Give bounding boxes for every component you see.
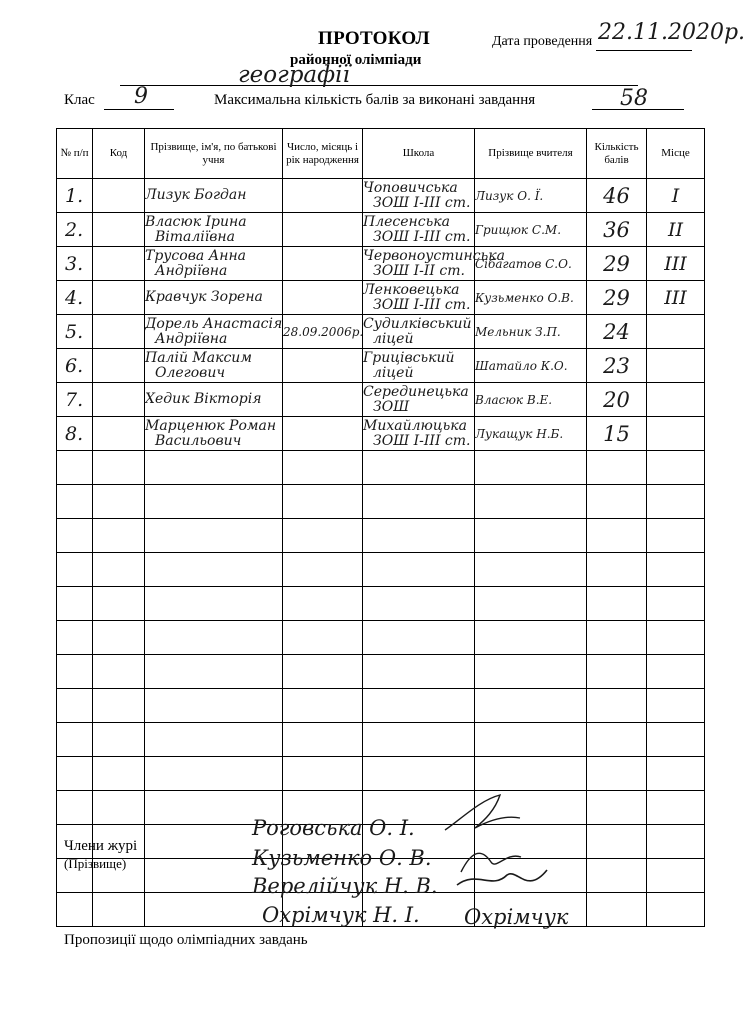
- row-score: [587, 859, 647, 893]
- row-code: [93, 621, 145, 655]
- row-teacher: Мельник З.П.: [475, 315, 587, 349]
- row-dob: [283, 281, 363, 315]
- row-teacher: Грищюк С.М.: [475, 213, 587, 247]
- table-row: [57, 621, 705, 655]
- table-row: [57, 383, 705, 417]
- row-num: [57, 723, 93, 757]
- header-code: Код: [93, 129, 145, 179]
- row-num: 2.: [57, 213, 93, 247]
- row-score: [587, 485, 647, 519]
- row-name: [145, 179, 283, 213]
- row-school: [363, 587, 475, 621]
- row-num: [57, 485, 93, 519]
- jury-signature-text: Охрімчук: [464, 905, 569, 929]
- row-dob: [283, 519, 363, 553]
- table-row: [57, 519, 705, 553]
- row-score: [587, 553, 647, 587]
- row-num: [57, 553, 93, 587]
- row-place: [647, 723, 705, 757]
- table-row: [57, 587, 705, 621]
- row-num: [57, 519, 93, 553]
- row-school: [363, 247, 505, 281]
- row-name: [145, 553, 283, 587]
- row-code: [93, 893, 145, 927]
- row-name: [145, 315, 283, 349]
- row-name-line2: Васильович: [155, 432, 242, 449]
- row-school-line2: ЗОШ І-ІІІ ст.: [373, 228, 471, 245]
- row-place: [647, 315, 705, 349]
- row-teacher: Власюк В.Е.: [475, 383, 587, 417]
- row-name-line2: Віталіївна: [155, 228, 235, 245]
- row-code: [93, 723, 145, 757]
- row-code: [93, 757, 145, 791]
- row-code: [93, 791, 145, 825]
- row-num: [57, 587, 93, 621]
- table-row: [57, 247, 705, 281]
- row-num: 3.: [57, 247, 93, 281]
- row-school: [363, 451, 475, 485]
- row-score: [587, 451, 647, 485]
- row-num: [57, 757, 93, 791]
- row-score: 20: [587, 383, 647, 417]
- row-teacher: [475, 655, 587, 689]
- row-num: [57, 655, 93, 689]
- row-name: [145, 689, 283, 723]
- row-num: [57, 451, 93, 485]
- row-teacher: [475, 587, 587, 621]
- row-score: [587, 689, 647, 723]
- row-name: [145, 587, 283, 621]
- row-dob: [283, 213, 363, 247]
- row-code: [93, 485, 145, 519]
- row-teacher: Кузьменко О.В.: [475, 281, 587, 315]
- row-teacher: Лизук О. Ї.: [475, 179, 587, 213]
- row-place: ІІІ: [647, 247, 705, 281]
- row-dob: [283, 553, 363, 587]
- row-score: 24: [587, 315, 647, 349]
- row-name-line1: Кравчук Зорена: [145, 289, 263, 305]
- header-name: Прізвище, ім'я, по батькові учня: [145, 129, 283, 179]
- row-place: [647, 791, 705, 825]
- max-score-value: 58: [620, 86, 648, 111]
- row-dob: [283, 247, 363, 281]
- table-row: [57, 281, 705, 315]
- row-teacher: [475, 553, 587, 587]
- row-place: [647, 893, 705, 927]
- row-code: [93, 451, 145, 485]
- row-school-line2: ліцей: [373, 330, 414, 347]
- row-school-line1: Плесенська: [363, 213, 450, 230]
- jury-member: Кузьменко О. В.: [252, 846, 432, 870]
- row-name: [145, 247, 283, 281]
- row-name: [145, 281, 283, 315]
- row-dob: [283, 383, 363, 417]
- row-name-line1: Палій Максим: [145, 349, 252, 366]
- row-score: [587, 757, 647, 791]
- row-name: [145, 349, 283, 383]
- signature-icon: [440, 790, 530, 840]
- row-name: [145, 723, 283, 757]
- header-school: Школа: [363, 129, 475, 179]
- row-teacher: [475, 689, 587, 723]
- row-place: [647, 689, 705, 723]
- row-place: [647, 587, 705, 621]
- row-place: [647, 655, 705, 689]
- row-dob: [283, 621, 363, 655]
- row-code: [93, 281, 145, 315]
- date-underline: [596, 50, 692, 51]
- row-teacher: [475, 451, 587, 485]
- table-row: [57, 349, 705, 383]
- table-row: [57, 723, 705, 757]
- table-row: [57, 417, 705, 451]
- row-name: [145, 213, 283, 247]
- row-place: [647, 621, 705, 655]
- row-place: [647, 553, 705, 587]
- class-label: Клас: [64, 92, 95, 108]
- table-row: [57, 553, 705, 587]
- header-teacher: Прізвище вчителя: [475, 129, 587, 179]
- row-school-line1: Червоноустинська: [363, 247, 505, 264]
- row-score: [587, 893, 647, 927]
- row-place: [647, 757, 705, 791]
- row-school-line1: Ленковецька: [363, 281, 460, 298]
- row-score: 36: [587, 213, 647, 247]
- table-row: [57, 655, 705, 689]
- class-value: 9: [134, 84, 148, 109]
- row-school: [363, 213, 475, 247]
- row-school: [363, 689, 475, 723]
- row-name: [145, 417, 283, 451]
- row-score: [587, 621, 647, 655]
- jury-member: Роговська О. І.: [252, 816, 415, 840]
- row-place: [647, 451, 705, 485]
- row-school-line2: ліцей: [373, 364, 414, 381]
- header-num: № п/п: [57, 129, 93, 179]
- row-code: [93, 213, 145, 247]
- row-code: [93, 383, 145, 417]
- row-code: [93, 417, 145, 451]
- row-school: [363, 179, 475, 213]
- row-name: [145, 621, 283, 655]
- row-code: [93, 689, 145, 723]
- row-name-line1: Хедик Вікторія: [145, 391, 262, 407]
- row-num: 5.: [57, 315, 93, 349]
- row-school: [363, 485, 475, 519]
- row-dob: 28.09.2006р.: [283, 315, 363, 349]
- row-school-line1: Судилківський: [363, 315, 472, 332]
- row-score: 29: [587, 281, 647, 315]
- row-school-line1: Михайлюцька: [363, 417, 467, 434]
- row-teacher: [475, 621, 587, 655]
- row-dob: [283, 655, 363, 689]
- header-score: Кількість балів: [587, 129, 647, 179]
- row-code: [93, 587, 145, 621]
- row-name-line1: Власюк Ірина: [145, 213, 247, 230]
- table-row: [57, 315, 705, 349]
- row-num: [57, 689, 93, 723]
- table-header-row: [57, 129, 705, 179]
- table-row: [57, 179, 705, 213]
- row-dob: [283, 689, 363, 723]
- row-score: 46: [587, 179, 647, 213]
- row-name-line2: Андріївна: [155, 262, 228, 279]
- row-score: [587, 723, 647, 757]
- protocol-subtitle: районної олімпіади: [290, 52, 422, 68]
- row-score: [587, 655, 647, 689]
- row-school-line1: Серединецька: [363, 383, 469, 400]
- row-dob: [283, 451, 363, 485]
- row-code: [93, 519, 145, 553]
- row-teacher: [475, 757, 587, 791]
- row-school: [363, 723, 475, 757]
- row-dob: [283, 587, 363, 621]
- row-teacher: Сібагатов С.О.: [475, 247, 587, 281]
- row-score: 29: [587, 247, 647, 281]
- row-score: 23: [587, 349, 647, 383]
- row-name: [145, 757, 283, 791]
- row-dob: [283, 723, 363, 757]
- row-num: [57, 893, 93, 927]
- row-place: [647, 383, 705, 417]
- row-teacher: [475, 485, 587, 519]
- row-school-line1: Чоповичська: [363, 179, 458, 196]
- row-teacher: Лукащук Н.Б.: [475, 417, 587, 451]
- row-place: [647, 825, 705, 859]
- row-name: [145, 485, 283, 519]
- row-name: [145, 519, 283, 553]
- row-school-line1: Грицівський: [363, 349, 455, 366]
- row-place: [647, 349, 705, 383]
- row-num: 6.: [57, 349, 93, 383]
- row-num: 4.: [57, 281, 93, 315]
- row-dob: [283, 179, 363, 213]
- row-dob: [283, 417, 363, 451]
- row-score: 15: [587, 417, 647, 451]
- row-school: [363, 519, 475, 553]
- row-score: [587, 825, 647, 859]
- results-table: [56, 128, 705, 927]
- class-underline: [104, 109, 174, 110]
- max-score-label: Максимальна кількість балів за виконані завдання: [214, 92, 536, 108]
- row-name-line2: Андріївна: [155, 330, 228, 347]
- row-code: [93, 179, 145, 213]
- row-place: ІІ: [647, 213, 705, 247]
- row-school-line2: ЗОШ І-ІІІ ст.: [373, 194, 471, 211]
- signature-icon: [452, 860, 552, 910]
- table-row: [57, 757, 705, 791]
- header-place: Місце: [647, 129, 705, 179]
- row-name-line1: Дорель Анастасія: [145, 315, 283, 332]
- row-num: 1.: [57, 179, 93, 213]
- jury-surname-label: (Прізвище): [64, 856, 127, 871]
- protocol-title: ПРОТОКОЛ: [318, 28, 430, 49]
- date-label: Дата проведення: [492, 34, 593, 49]
- row-place: [647, 859, 705, 893]
- row-teacher: Шатайло К.О.: [475, 349, 587, 383]
- row-num: 7.: [57, 383, 93, 417]
- row-school-line2: ЗОШ І-ІІІ ст.: [373, 296, 471, 313]
- row-school: [363, 281, 475, 315]
- row-code: [93, 247, 145, 281]
- row-school-line2: ЗОШ: [373, 398, 410, 415]
- row-school-line2: ЗОШ І-ІІ ст.: [373, 262, 465, 279]
- row-teacher: [475, 519, 587, 553]
- subject-value: географії: [238, 62, 350, 88]
- subject-underline: [120, 85, 638, 86]
- row-place: І: [647, 179, 705, 213]
- table-row: [57, 689, 705, 723]
- row-school: [363, 757, 475, 791]
- jury-label: Члени журі: [64, 838, 138, 854]
- row-score: [587, 519, 647, 553]
- row-num: 8.: [57, 417, 93, 451]
- table-row: [57, 213, 705, 247]
- row-school: [363, 553, 475, 587]
- row-school: [363, 655, 475, 689]
- row-name: [145, 655, 283, 689]
- row-dob: [283, 757, 363, 791]
- row-school-line2: ЗОШ І-ІІІ ст.: [373, 432, 471, 449]
- row-name-line1: Лизук Богдан: [145, 187, 247, 203]
- row-place: ІІІ: [647, 281, 705, 315]
- row-name: [145, 451, 283, 485]
- date-value: 22.11.2020р.: [598, 20, 745, 45]
- jury-member: Охрімчук Н. І.: [262, 903, 420, 927]
- header-dob: Число, місяць і рік народження: [283, 129, 363, 179]
- row-score: [587, 587, 647, 621]
- row-place: [647, 417, 705, 451]
- row-school: [363, 383, 475, 417]
- row-teacher: [475, 723, 587, 757]
- jury-member: Верелійчук Н. В.: [252, 874, 438, 898]
- row-dob: [283, 485, 363, 519]
- row-code: [93, 315, 145, 349]
- row-code: [93, 553, 145, 587]
- row-name-line2: Олегович: [155, 364, 226, 381]
- row-score: [587, 791, 647, 825]
- row-code: [93, 655, 145, 689]
- row-dob: [283, 349, 363, 383]
- row-school: [363, 621, 475, 655]
- row-place: [647, 519, 705, 553]
- row-num: [57, 621, 93, 655]
- proposals-label: Пропозиції щодо олімпіадних завдань: [64, 932, 308, 948]
- row-name-line1: Трусова Анна: [145, 247, 247, 264]
- row-school: [363, 349, 475, 383]
- row-num: [57, 791, 93, 825]
- table-row: [57, 485, 705, 519]
- row-school: [363, 315, 475, 349]
- row-code: [93, 349, 145, 383]
- table-row: [57, 451, 705, 485]
- row-place: [647, 485, 705, 519]
- row-school: [363, 417, 475, 451]
- row-name-line1: Марценюк Роман: [145, 417, 277, 434]
- row-name: [145, 383, 283, 417]
